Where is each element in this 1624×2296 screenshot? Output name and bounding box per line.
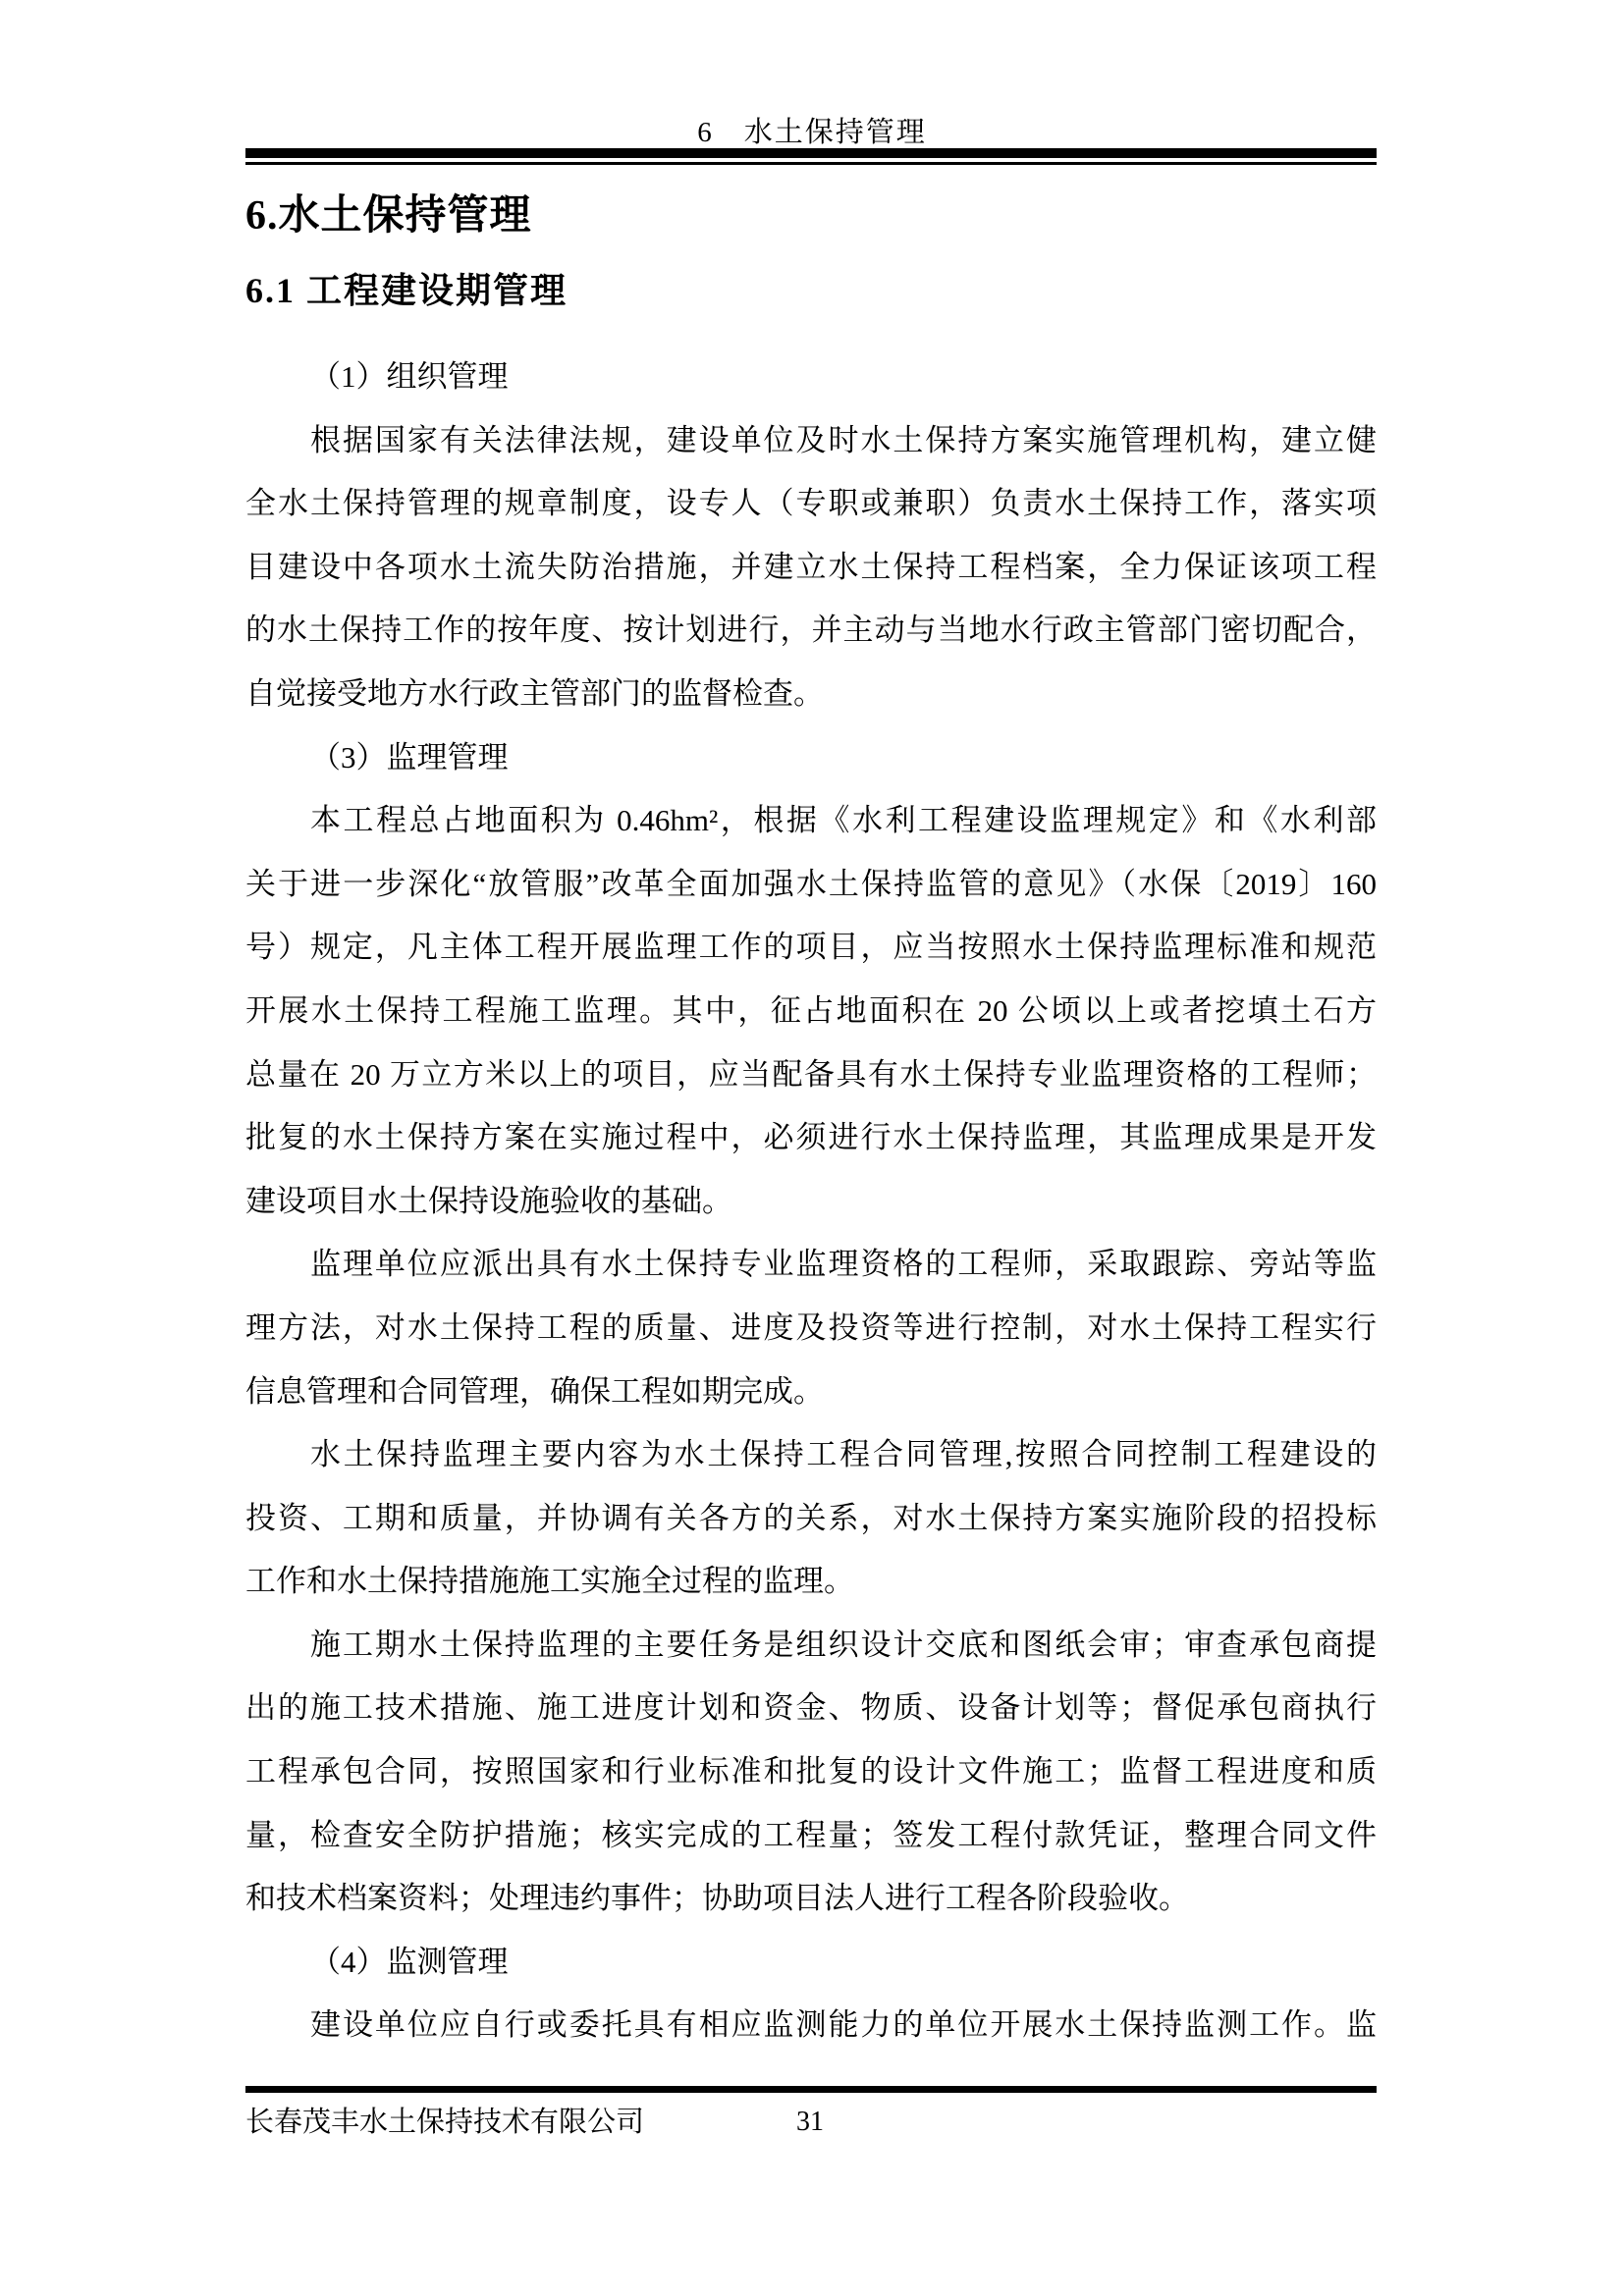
paragraph-subhead: （3）监理管理 bbox=[310, 739, 509, 774]
paragraph-line: 和技术档案资料；处理违约事件；协助项目法人进行工程各阶段验收。 bbox=[245, 1881, 1189, 1916]
paragraph-line: 根据国家有关法律法规，建设单位及时水土保持方案实施管理机构，建立健 bbox=[310, 422, 1377, 457]
footer-company: 长春茂丰水土保持技术有限公司 bbox=[245, 2107, 645, 2138]
paragraph-line: 监理单位应派出具有水土保持专业监理资格的工程师，采取跟踪、旁站等监 bbox=[310, 1247, 1377, 1282]
running-header: 6 水土保持管理 bbox=[697, 117, 927, 148]
footer-page-number: 31 bbox=[796, 2107, 824, 2137]
section-title: 6.1 工程建设期管理 bbox=[245, 271, 568, 310]
header-rule bbox=[245, 148, 1377, 165]
paragraph-line: 总量在 20 万立方米以上的项目，应当配备具有水土保持专业监理资格的工程师； bbox=[245, 1056, 1377, 1092]
paragraph-line: 目建设中各项水土流失防治措施，并建立水土保持工程档案，全力保证该项工程 bbox=[245, 549, 1377, 584]
paragraph-line: 水土保持监理主要内容为水土保持工程合同管理,按照合同控制工程建设的 bbox=[310, 1437, 1377, 1472]
paragraph-line: 全水土保持管理的规章制度，设专人（专职或兼职）负责水土保持工作，落实项 bbox=[245, 486, 1377, 521]
paragraph-line: 自觉接受地方水行政主管部门的监督检查。 bbox=[245, 675, 824, 711]
paragraph-line: 本工程总占地面积为 0.46hm²，根据《水利工程建设监理规定》和《水利部 bbox=[310, 803, 1377, 838]
paragraph-line: 号）规定，凡主体工程开展监理工作的项目，应当按照水土保持监理标准和规范 bbox=[245, 930, 1377, 965]
paragraph-line: 信息管理和合同管理，确保工程如期完成。 bbox=[245, 1373, 824, 1409]
paragraph-line: 理方法，对水土保持工程的质量、进度及投资等进行控制，对水土保持工程实行 bbox=[245, 1309, 1377, 1345]
paragraph-line: 出的施工技术措施、施工进度计划和资金、物质、设备计划等；督促承包商执行 bbox=[245, 1690, 1377, 1726]
paragraph-line: 工程承包合同，按照国家和行业标准和批复的设计文件施工；监督工程进度和质 bbox=[245, 1754, 1377, 1789]
paragraph-subhead: （4）监测管理 bbox=[310, 1944, 509, 1979]
paragraph-line: 建设单位应自行或委托具有相应监测能力的单位开展水土保持监测工作。监 bbox=[310, 2007, 1377, 2043]
paragraph-line: 投资、工期和质量，并协调有关各方的关系，对水土保持方案实施阶段的招投标 bbox=[245, 1500, 1377, 1535]
paragraph-line: 施工期水土保持监理的主要任务是组织设计交底和图纸会审；审查承包商提 bbox=[310, 1627, 1377, 1662]
paragraph-line: 工作和水土保持措施施工实施全过程的监理。 bbox=[245, 1564, 854, 1599]
paragraph-subhead: （1）组织管理 bbox=[310, 359, 509, 394]
paragraph-line: 关于进一步深化“放管服”改革全面加强水土保持监管的意见》（水保〔2019〕160 bbox=[245, 866, 1377, 901]
chapter-title: 6.水土保持管理 bbox=[245, 193, 532, 239]
paragraph-line: 批复的水土保持方案在实施过程中，必须进行水土保持监理，其监理成果是开发 bbox=[245, 1120, 1377, 1155]
paragraph-line: 开展水土保持工程施工监理。其中，征占地面积在 20 公顷以上或者挖填土石方 bbox=[245, 992, 1377, 1028]
document-body bbox=[245, 346, 1377, 2057]
footer-rule bbox=[245, 2086, 1377, 2093]
paragraph-line: 的水土保持工作的按年度、按计划进行，并主动与当地水行政主管部门密切配合， bbox=[245, 613, 1377, 648]
page-footer bbox=[245, 2101, 1377, 2144]
paragraph-line: 建设项目水土保持设施验收的基础。 bbox=[245, 1183, 732, 1218]
paragraph-line: 量，检查安全防护措施；核实完成的工程量；签发工程付款凭证，整理合同文件 bbox=[245, 1817, 1377, 1852]
